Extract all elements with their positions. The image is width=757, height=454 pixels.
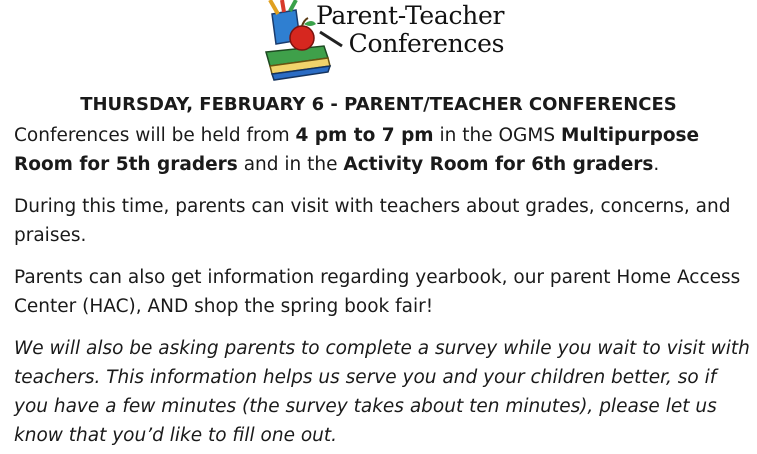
- paragraph-info: Parents can also get information regarding yearbook, our parent Home Access Center (HAC), AND shop the spring book fair!: [14, 267, 741, 317]
- schedule-text-3: and in the: [237, 154, 344, 175]
- logo: [262, 0, 512, 82]
- paragraph-visit: During this time, parents can visit with teachers about grades, concerns, and praises.: [14, 196, 731, 246]
- logo-title-line1: Parent-Teacher: [316, 1, 505, 30]
- paragraph-survey: We will also be asking parents to complete a survey while you wait to visit with teachers. This information helps us serve you and your children better, so if you have a few minutes (the survey takes about ten minutes), please let us know that you’d like to fill one out.: [14, 338, 750, 446]
- logo-title: [316, 2, 504, 58]
- schedule-time: 4 pm to 7 pm: [295, 125, 434, 146]
- schedule-room-6th: Activity Room for 6th graders: [343, 154, 654, 175]
- schedule-text-4: .: [653, 154, 660, 175]
- schedule-text-2: in the OGMS: [433, 125, 561, 146]
- page-heading: THURSDAY, FEBRUARY 6 - PARENT/TEACHER CONFERENCES: [80, 94, 677, 115]
- schedule-text-1: Conferences will be held from: [14, 125, 296, 146]
- logo-title-line2: Conferences: [348, 29, 505, 58]
- paragraph-schedule: [14, 121, 750, 179]
- schedule-room-5th: Multipurpose Room for 5th graders: [14, 125, 700, 175]
